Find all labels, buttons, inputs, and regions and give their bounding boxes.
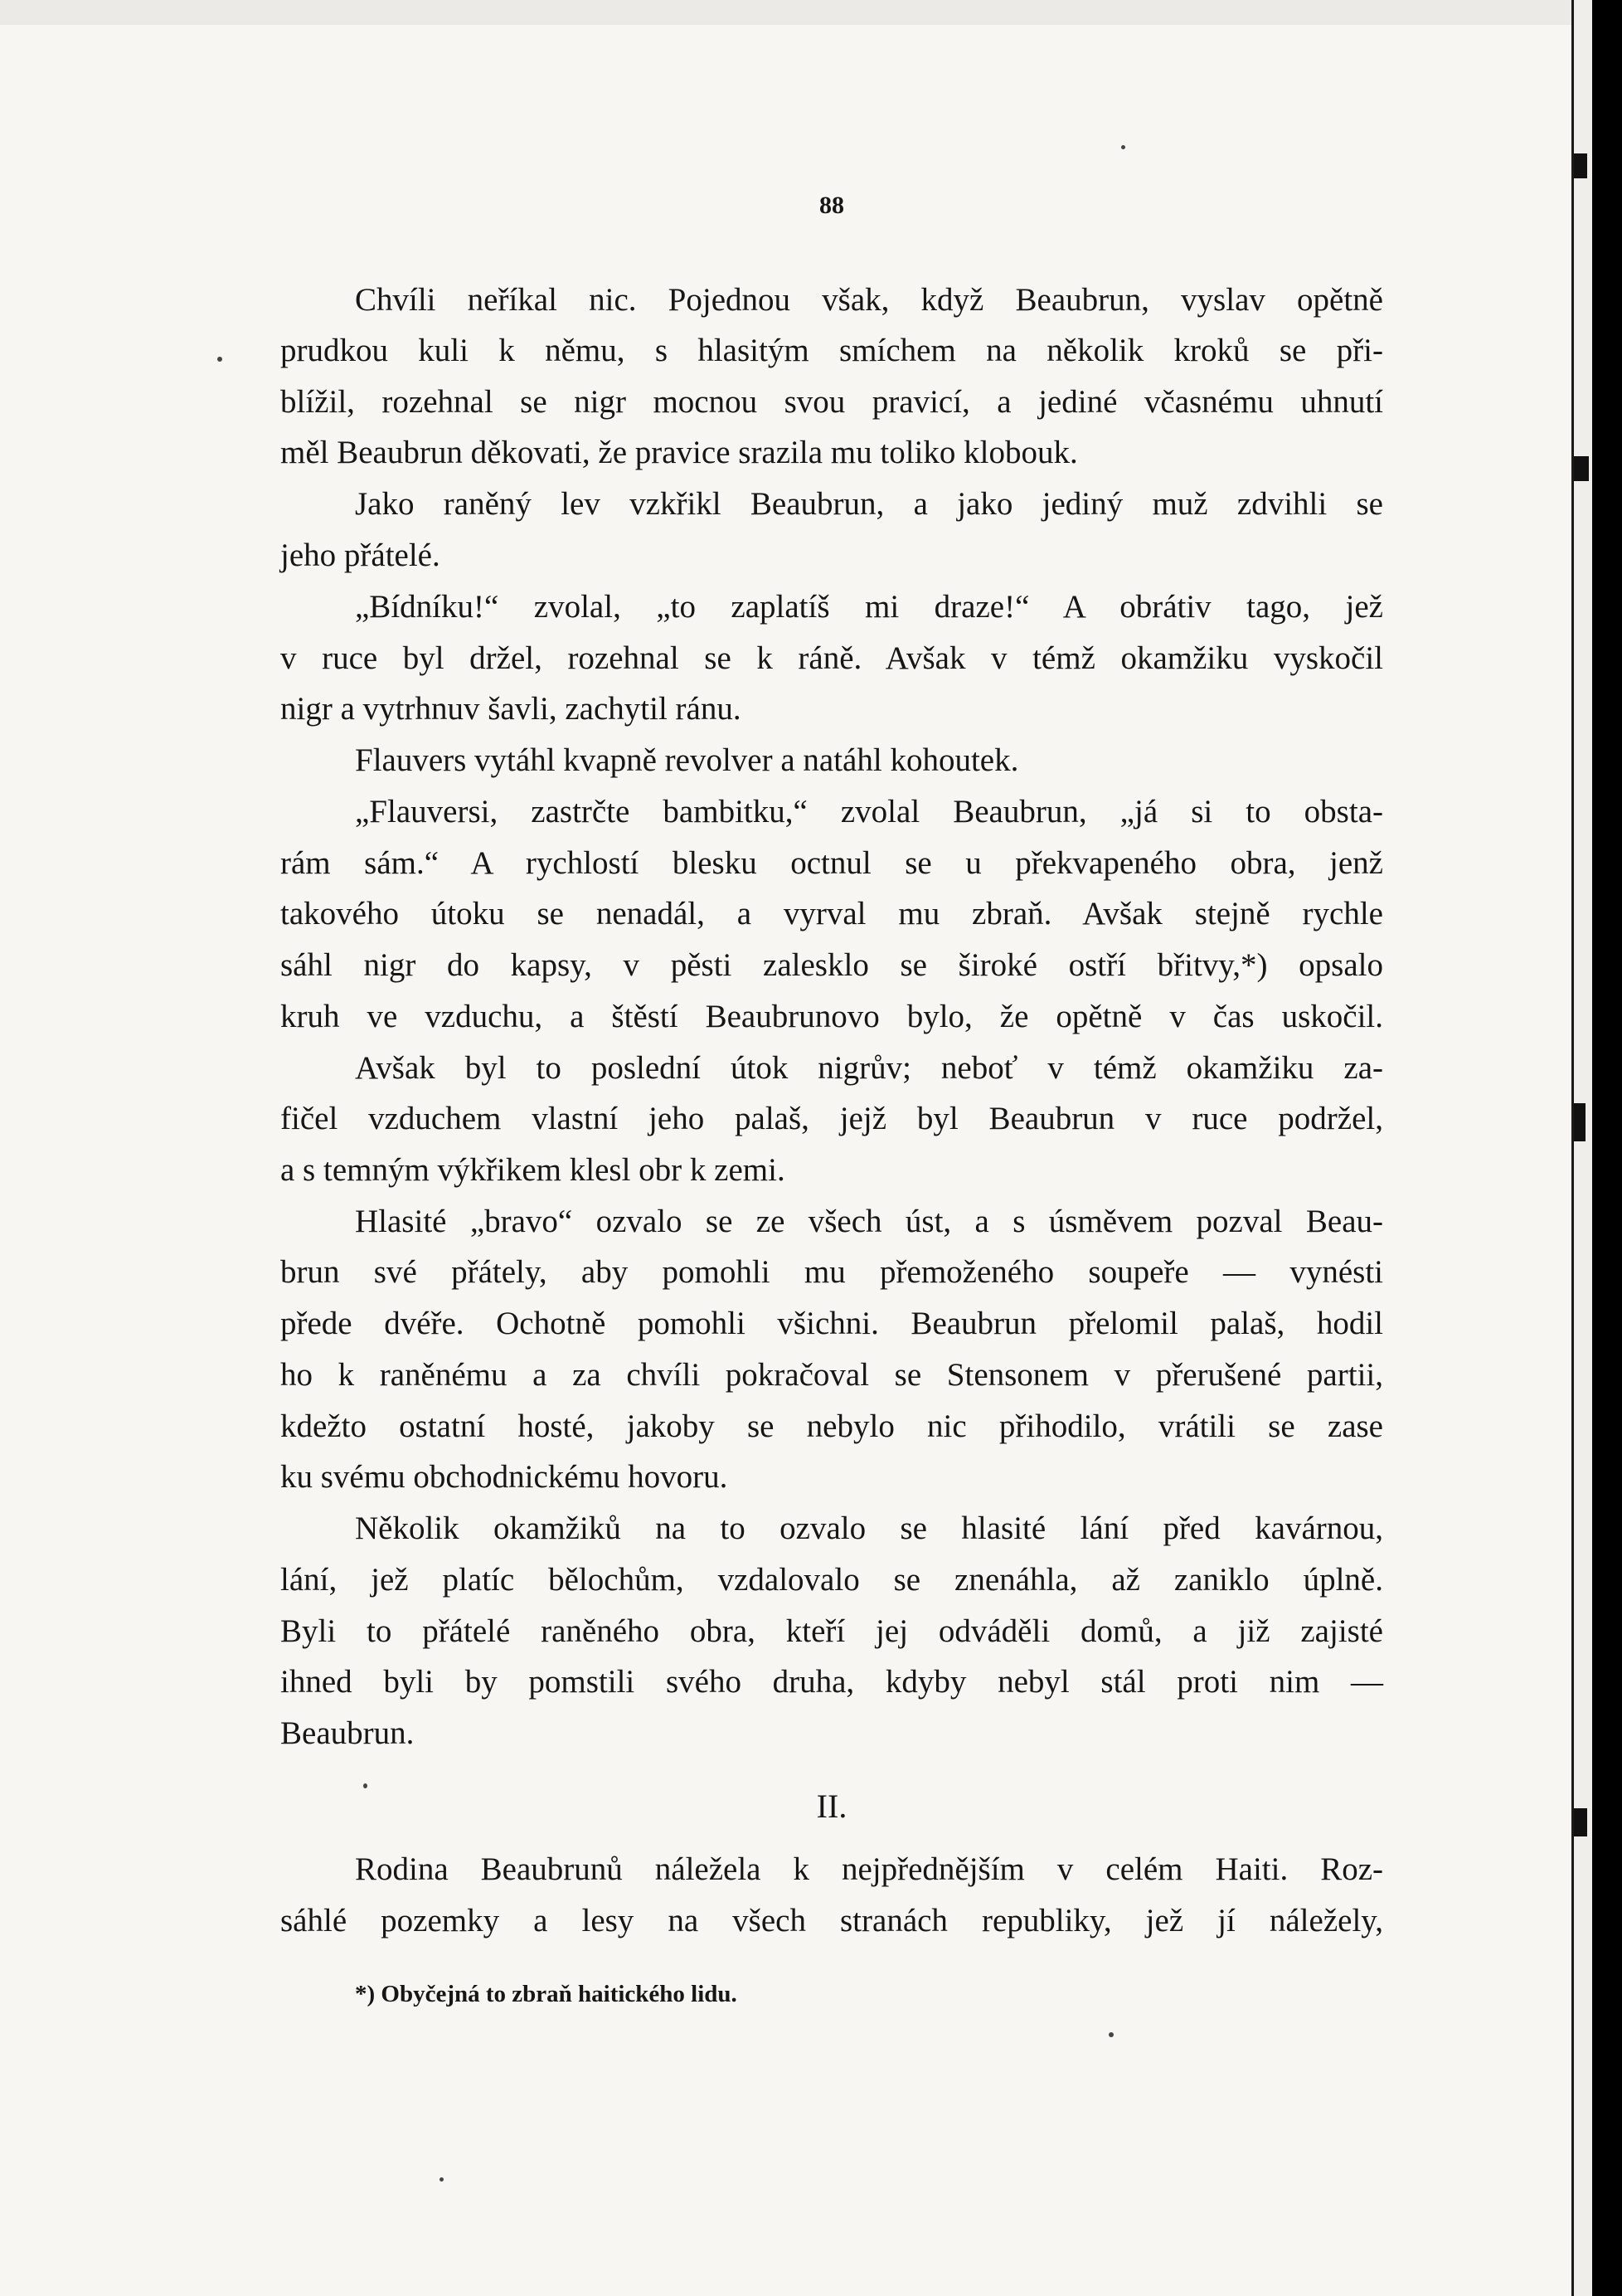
edge-mark: [1574, 1808, 1587, 1836]
text-line: Byli to přátelé raněného obra, kteří jej odváděli domů, a již zajisté: [280, 1613, 1383, 1649]
text-line: Rodina Beaubrunů náležela k nejpřednějším v celém Haiti. Roz-: [355, 1851, 1383, 1887]
text-line: Jako raněný lev vzkřikl Beaubrun, a jako jediný muž zdvihli se: [355, 486, 1383, 522]
text-line: Několik okamžiků na to ozvalo se hlasité lání před kavárnou,: [355, 1510, 1383, 1546]
section-heading: II.: [816, 1788, 847, 1825]
text-line: blížil, rozehnal se nigr mocnou svou pravicí, a jediné včasnému uhnutí: [280, 384, 1383, 420]
text-line: v ruce byl držel, rozehnal se k ráně. Avšak v témž okamžiku vyskočil: [280, 640, 1383, 676]
text-line: Flauvers vytáhl kvapně revolver a natáhl kohoutek.: [355, 742, 1019, 778]
text-line: jeho přátelé.: [280, 538, 440, 573]
text-line: kruh ve vzduchu, a štěstí Beaubrunovo bylo, že opětně v čas uskočil.: [280, 999, 1383, 1034]
text-line: fičel vzduchem vlastní jeho palaš, jejž byl Beaubrun v ruce podržel,: [280, 1101, 1383, 1136]
text-line: ihned byli by pomstili svého druha, kdyby nebyl stál proti nim —: [280, 1664, 1383, 1700]
text-line: lání, jež platíc bělochům, vzdalovalo se znenáhla, až zaniklo úplně.: [280, 1562, 1383, 1598]
text-line: sáhlé pozemky a lesy na všech stranách republiky, jež jí náležely,: [280, 1903, 1383, 1938]
text-line: Chvíli neříkal nic. Pojednou však, když Beaubrun, vyslav opětně: [355, 282, 1383, 318]
top-shadow: [0, 0, 1571, 25]
text-line: Hlasité „bravo“ ozvalo se ze všech úst, a s úsměvem pozval Beau-: [355, 1204, 1383, 1239]
dust-speck: [1109, 2032, 1114, 2037]
page-number: 88: [819, 192, 844, 219]
text-line: rám sám.“ A rychlostí blesku octnul se u překvapeného obra, jenž: [280, 845, 1383, 881]
text-line: a s temným výkřikem klesl obr k zemi.: [280, 1152, 785, 1188]
dust-speck: [439, 2177, 444, 2182]
dust-speck: [217, 357, 222, 362]
edge-mark: [1574, 1103, 1586, 1141]
footnote: *) Obyčejná to zbraň haitického lidu.: [355, 1981, 737, 2007]
text-line: Beaubrun.: [280, 1715, 415, 1751]
text-line: takového útoku se nenadál, a vyrval mu zbraň. Avšak stejně rychle: [280, 896, 1383, 932]
text-line: přede dvéře. Ochotně pomohli všichni. Beaubrun přelomil palaš, hodil: [280, 1306, 1383, 1341]
text-line: ho k raněnému a za chvíli pokračoval se Stensonem v přerušené partii,: [280, 1357, 1383, 1393]
text-line: ku svému obchodnickému hovoru.: [280, 1459, 728, 1495]
text-line: brun své přátely, aby pomohli mu přemoženého soupeře — vynésti: [280, 1254, 1383, 1290]
text-line: prudkou kuli k němu, s hlasitým smíchem na několik kroků se při-: [280, 333, 1383, 368]
text-line: „Flauversi, zastrčte bambitku,“ zvolal Beaubrun, „já si to obsta-: [355, 794, 1383, 829]
edge-mark: [1574, 153, 1587, 178]
dust-speck: [1121, 145, 1125, 149]
text-line: sáhl nigr do kapsy, v pěsti zalesklo se široké ostří břitvy,*) opsalo: [280, 947, 1383, 983]
page-edge: [1571, 0, 1592, 2296]
text-line: nigr a vytrhnuv šavli, zachytil ránu.: [280, 691, 741, 727]
text-line: kdežto ostatní hosté, jakoby se nebylo nic přihodilo, vrátili se zase: [280, 1408, 1383, 1444]
text-line: měl Beaubrun děkovati, že pravice srazila mu toliko klobouk.: [280, 435, 1078, 470]
text-line: „Bídníku!“ zvolal, „to zaplatíš mi draze!“ A obrátiv tago, jež: [355, 589, 1383, 625]
text-line: Avšak byl to poslední útok nigrův; neboť v témž okamžiku za-: [355, 1050, 1383, 1086]
edge-mark: [1574, 456, 1589, 481]
